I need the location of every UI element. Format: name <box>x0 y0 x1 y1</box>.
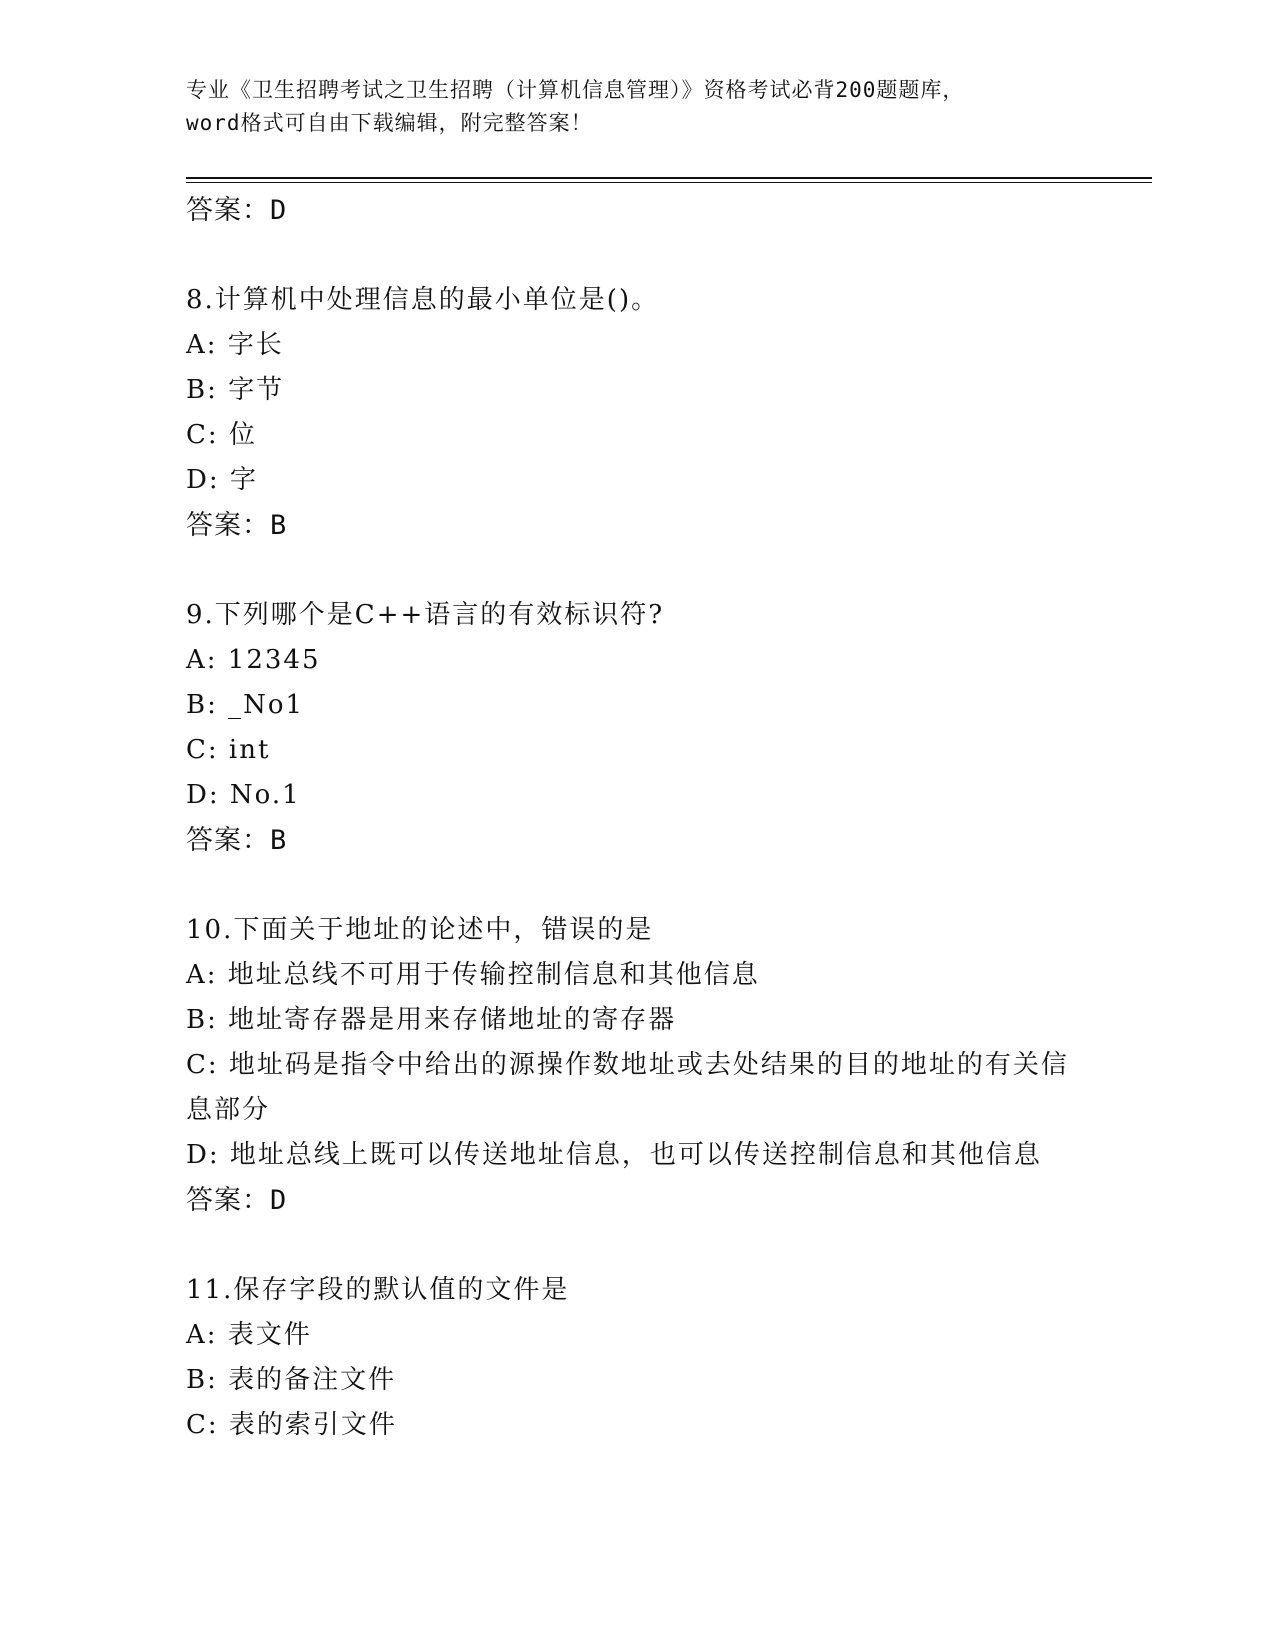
option-c: C: 地址码是指令中给出的源操作数地址或去处结果的目的地址的有关信息部分 <box>186 1050 1069 1125</box>
option-a: A: 地址总线不可用于传输控制信息和其他信息 <box>186 960 760 990</box>
header-divider-thin <box>186 182 1152 183</box>
option-b: B: 表的备注文件 <box>186 1365 397 1395</box>
answer-line: 答案：B <box>186 510 288 541</box>
question-stem: 10.下面关于地址的论述中，错误的是 <box>186 915 654 945</box>
option-b: B: _No1 <box>186 690 305 720</box>
option-b: B: 地址寄存器是用来存储地址的寄存器 <box>186 1005 677 1035</box>
option-d: D: 地址总线上既可以传送地址信息，也可以传送控制信息和其他信息 <box>186 1140 1042 1170</box>
answer-line: 答案：D <box>186 1185 288 1216</box>
question-stem: 11.保存字段的默认值的文件是 <box>186 1275 570 1305</box>
option-a: A: 表文件 <box>186 1320 312 1350</box>
header-title-line-1: 专业《卫生招聘考试之卫生招聘（计算机信息管理）》资格考试必背200题题库， <box>186 78 965 102</box>
option-c: C: 表的索引文件 <box>186 1410 397 1440</box>
answer-line: 答案：B <box>186 825 288 856</box>
question-stem: 8.计算机中处理信息的最小单位是()。 <box>186 285 660 315</box>
question-stem: 9.下列哪个是C++语言的有效标识符? <box>186 600 665 630</box>
question-list <box>186 188 1086 1448</box>
answer-line: 答案：D <box>186 195 288 226</box>
option-a: A: 12345 <box>186 645 321 675</box>
option-d: D: No.1 <box>186 780 301 810</box>
option-c: C: int <box>186 735 271 765</box>
option-c: C: 位 <box>186 420 257 450</box>
option-a: A: 字长 <box>186 330 284 360</box>
option-b: B: 字节 <box>186 375 285 405</box>
option-d: D: 字 <box>186 465 258 495</box>
header-divider-thick <box>186 177 1152 179</box>
document-header <box>186 74 1086 140</box>
header-title-line-2: word格式可自由下载编辑，附完整答案！ <box>186 111 593 135</box>
